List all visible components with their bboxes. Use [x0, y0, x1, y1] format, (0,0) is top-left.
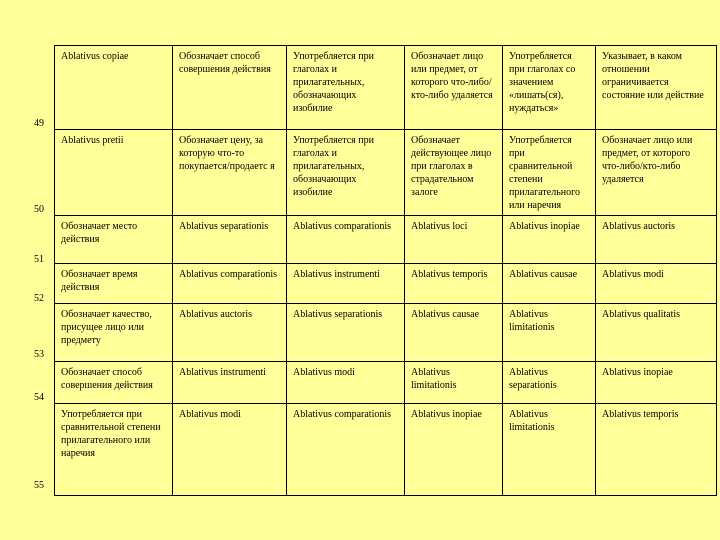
- table-cell: Обозначает действующее лицо при глаголах в страдательном залоге: [405, 130, 503, 216]
- table-cell: Употребляется при глаголах и прилагательных, обозначающих изобилие: [287, 130, 405, 216]
- table-cell: Ablativus limitationis: [503, 304, 596, 362]
- row-number-50: 50: [34, 204, 44, 215]
- table-cell: Ablativus comparationis: [287, 216, 405, 264]
- table-cell: Ablativus modi: [287, 362, 405, 404]
- table-cell: Обозначает способ совершения действия: [173, 46, 287, 130]
- table-cell: Употребляется при глаголах и прилагательных, обозначающих изобилие: [287, 46, 405, 130]
- table-cell: Ablativus inopiae: [596, 362, 717, 404]
- table-cell: Ablativus separationis: [173, 216, 287, 264]
- matching-table: [54, 45, 717, 496]
- table-cell: Обозначает способ совершения действия: [55, 362, 173, 404]
- row-number-52: 52: [34, 293, 44, 304]
- table-row: [55, 216, 717, 264]
- table-cell: Ablativus limitationis: [503, 404, 596, 496]
- table-cell: Ablativus inopiae: [405, 404, 503, 496]
- table-cell: Употребляется при сравнительной степени прилагательного или наречия: [55, 404, 173, 496]
- row-number-49: 49: [34, 118, 44, 129]
- table-cell: Ablativus causae: [405, 304, 503, 362]
- table-cell: Употребляется при глаголах со значением «лишать(ся), нуждаться»: [503, 46, 596, 130]
- table-cell: Ablativus modi: [596, 264, 717, 304]
- table-cell: Ablativus temporis: [596, 404, 717, 496]
- table-cell: Ablativus instrumenti: [287, 264, 405, 304]
- table-cell: Ablativus modi: [173, 404, 287, 496]
- table-cell: Ablativus copiae: [55, 46, 173, 130]
- table-row: [55, 362, 717, 404]
- table-cell: Обозначает качество, присущее лицо или предмету: [55, 304, 173, 362]
- table-cell: Ablativus inopiae: [503, 216, 596, 264]
- table-cell: Ablativus comparationis: [173, 264, 287, 304]
- table-cell: Ablativus pretii: [55, 130, 173, 216]
- table-cell: Ablativus auctoris: [596, 216, 717, 264]
- table-cell: Обозначает цену, за которую что-то покупается/продаетс я: [173, 130, 287, 216]
- table-cell: Ablativus temporis: [405, 264, 503, 304]
- table-cell: Ablativus auctoris: [173, 304, 287, 362]
- table-row: [55, 304, 717, 362]
- row-number-53: 53: [34, 349, 44, 360]
- table-row: [55, 404, 717, 496]
- table-cell: Употребляется при сравнительной степени прилагательного или наречия: [503, 130, 596, 216]
- table-row: [55, 264, 717, 304]
- table-cell: Обозначает лицо или предмет, от которого что-либо/кто-либо удаляется: [596, 130, 717, 216]
- table-cell: Ablativus separationis: [503, 362, 596, 404]
- table-cell: Ablativus comparationis: [287, 404, 405, 496]
- table-cell: Ablativus loci: [405, 216, 503, 264]
- table-cell: Указывает, в каком отношении ограничивается состояние или действие: [596, 46, 717, 130]
- row-number-51: 51: [34, 254, 44, 265]
- table-cell: Ablativus instrumenti: [173, 362, 287, 404]
- table-cell: Ablativus limitationis: [405, 362, 503, 404]
- table-cell: Ablativus separationis: [287, 304, 405, 362]
- table-cell: Обозначает время действия: [55, 264, 173, 304]
- row-number-54: 54: [34, 392, 44, 403]
- table-cell: Ablativus qualitatis: [596, 304, 717, 362]
- table-row: [55, 46, 717, 130]
- table-cell: Обозначает лицо или предмет, от которого что-либо/кто-либо удаляется: [405, 46, 503, 130]
- table-row: [55, 130, 717, 216]
- table-cell: Ablativus causae: [503, 264, 596, 304]
- row-number-55: 55: [34, 480, 44, 491]
- table-cell: Обозначает место действия: [55, 216, 173, 264]
